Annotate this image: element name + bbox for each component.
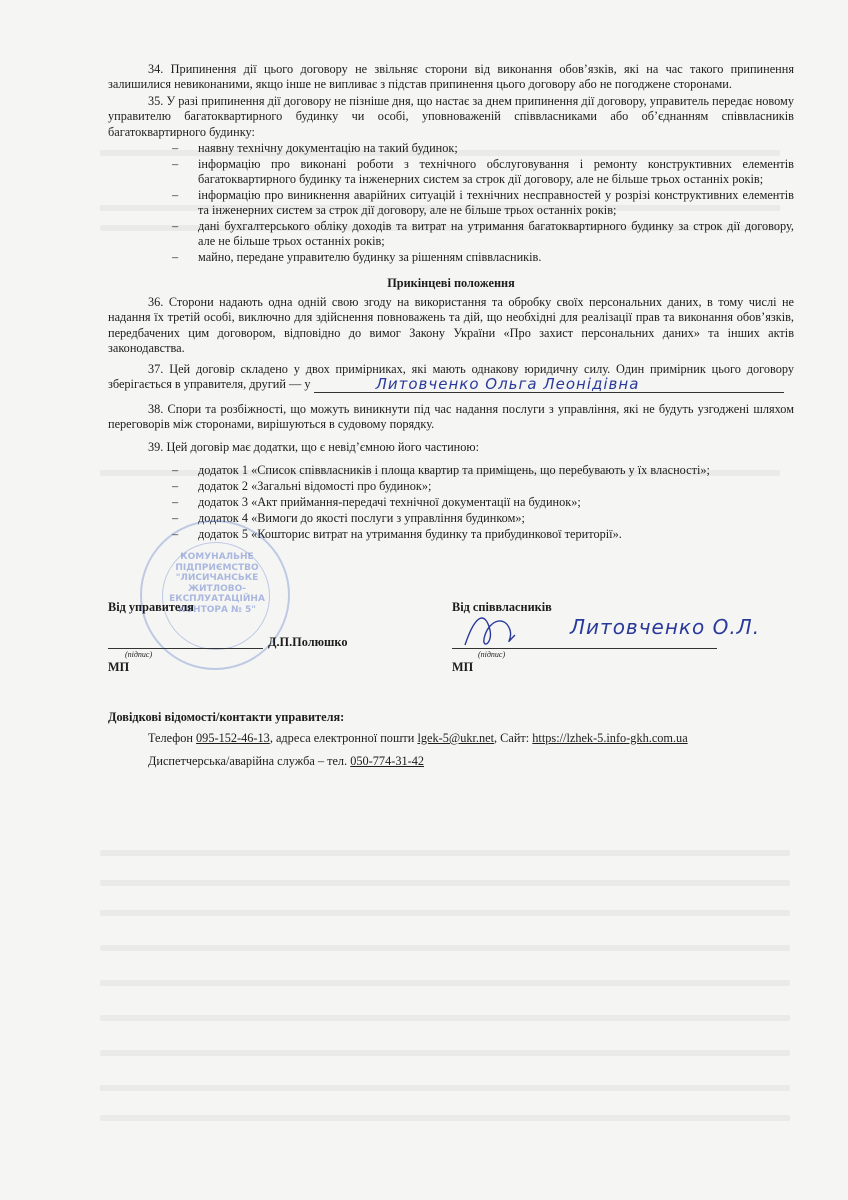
manager-signature-label: Від управителя <box>108 600 194 614</box>
stamp-line: КОНТОРА № 5" <box>178 604 256 615</box>
co-owner-name-handwritten: Литовченко Ольга Леонідівна <box>375 375 640 394</box>
co-owner-name-field <box>314 375 784 394</box>
bleed-through <box>100 850 790 856</box>
bleed-through <box>100 910 790 916</box>
owner-sign-hint: (підпис) <box>478 650 506 659</box>
list-dash: – <box>172 511 179 525</box>
clause-37-text: 37. Цей договір складено у двох примірниках, які мають однакову юридичну силу. Один примірник цього договору зберігається в управителя, другий — <box>108 362 794 392</box>
clause-35: 35. У разі припинення дії договору не пізніше дня, що настає за днем припинення дії договору, управитель передає новому управителю багатоквартирного будинку чи особі, уповноваженій співвласниками або об’єднанням співвласників багатоквартирного будинку: <box>108 94 794 139</box>
list-dash: – <box>172 479 179 493</box>
dispatch-label: Диспетчерська/аварійна служба – тел. <box>148 754 348 768</box>
clause-38: 38. Спори та розбіжності, що можуть виникнути під час надання послуги з управління, які не будуть узгоджені шляхом переговорів між сторонами, вирішуються в судовому порядку. <box>108 402 794 432</box>
stamp-line: ПІДПРИЄМСТВО <box>175 562 259 573</box>
owner-mp: МП <box>452 660 474 674</box>
list-item: дані бухгалтерського обліку доходів та витрат на утримання багатоквартирного будинку за строк дії договору, але не більше трьох останніх років; <box>198 219 794 249</box>
annex-item: додаток 3 «Акт приймання-передачі технічної документації на будинок»; <box>198 495 581 509</box>
bleed-through <box>100 980 790 986</box>
clause-36: 36. Сторони надають одна одній свою згоду на використання та обробку своїх персональних даних, в тому числі не надання їх третій особі, виключно для здійснення повноважень та дій, що необхідні для реалізації прав та виконання обов’язків, передбачених цим договором, відповідно до вимог Закону України «Про захист персональних даних» та інших актів законодавства. <box>108 295 794 356</box>
list-dash: – <box>172 495 179 509</box>
owners-signature-label: Від співвласників <box>452 600 552 614</box>
clause-34: 34. Припинення дії цього договору не звільняє сторони від виконання обов’язків, які на час такого припинення залишилися невиконаними, якщо інше не випливає з підстав припинення цього договору або не погоджене сторонами. <box>108 62 794 92</box>
site-link[interactable]: https://lzhek-5.info-gkh.com.ua <box>532 731 688 745</box>
stamp-line: ЖИТЛОВО- <box>187 583 247 594</box>
annex-item: додаток 5 «Кошторис витрат на утримання будинку та прибудинкової території». <box>198 527 622 541</box>
contacts-line-2 <box>148 754 424 769</box>
bleed-through <box>100 880 790 886</box>
list-dash: – <box>172 219 179 233</box>
contacts-line-1 <box>148 731 688 746</box>
list-item: інформацію про виконані роботи з технічного обслуговування і ремонту конструктивних елементів багатоквартирного будинку та інженерних систем за строк дії договору, але не більше трьох останніх років; <box>198 157 794 187</box>
list-item: інформацію про виникнення аварійних ситуацій і технічних несправностей у розрізі конструктивних елементів та інженерних систем за строк дії договору, але не більше трьох останніх років; <box>198 188 794 218</box>
phone-label: Телефон <box>148 731 193 745</box>
bleed-through <box>100 1115 790 1121</box>
owner-signature-handwritten: Литовченко О.Л. <box>570 615 761 639</box>
email-link[interactable]: lgek-5@ukr.net <box>417 731 495 745</box>
annex-item: додаток 1 «Список співвласників і площа квартир та приміщень, що перебувають у їх власності»; <box>198 463 710 477</box>
stamp-line: "ЛИСИЧАНСЬКЕ <box>175 573 259 583</box>
bleed-through <box>100 945 790 951</box>
clause-37 <box>108 362 794 393</box>
list-dash: – <box>172 250 179 264</box>
manager-mp: МП <box>108 660 130 674</box>
owner-signature-line <box>452 648 717 649</box>
site-label: , Сайт: <box>494 731 530 745</box>
bleed-through <box>100 1085 790 1091</box>
list-dash: – <box>172 463 179 477</box>
manager-signature-line <box>108 648 263 649</box>
bleed-through <box>100 1050 790 1056</box>
stamp-line: КОМУНАЛЬНЕ <box>180 552 254 562</box>
dispatch-phone-link[interactable]: 050-774-31-42 <box>350 754 425 768</box>
manager-sign-hint: (підпис) <box>125 650 153 659</box>
contacts-heading: Довідкові відомості/контакти управителя: <box>108 710 345 724</box>
email-label: , адреса електронної пошти <box>269 731 415 745</box>
list-dash: – <box>172 157 179 171</box>
stamp-line: ЕКСПЛУАТАЦІЙНА <box>169 594 265 604</box>
list-item: наявну технічну документацію на такий будинок; <box>198 141 458 155</box>
clause-39: 39. Цей договір має додатки, що є невід’ємною його частиною: <box>148 440 479 454</box>
manager-name: Д.П.Полюшко <box>268 635 348 649</box>
list-dash: – <box>172 188 179 202</box>
clause-37-preposition: у <box>304 377 311 392</box>
annex-item: додаток 4 «Вимоги до якості послуги з управління будинком»; <box>198 511 525 525</box>
phone-link[interactable]: 095-152-46-13 <box>196 731 270 745</box>
annex-item: додаток 2 «Загальні відомості про будинок»; <box>198 479 432 493</box>
bleed-through <box>100 1015 790 1021</box>
list-dash: – <box>172 527 179 541</box>
list-item: майно, передане управителю будинку за рішенням співвласників. <box>198 250 542 264</box>
list-dash: – <box>172 141 179 155</box>
section-heading: Прикінцеві положення <box>387 276 515 290</box>
